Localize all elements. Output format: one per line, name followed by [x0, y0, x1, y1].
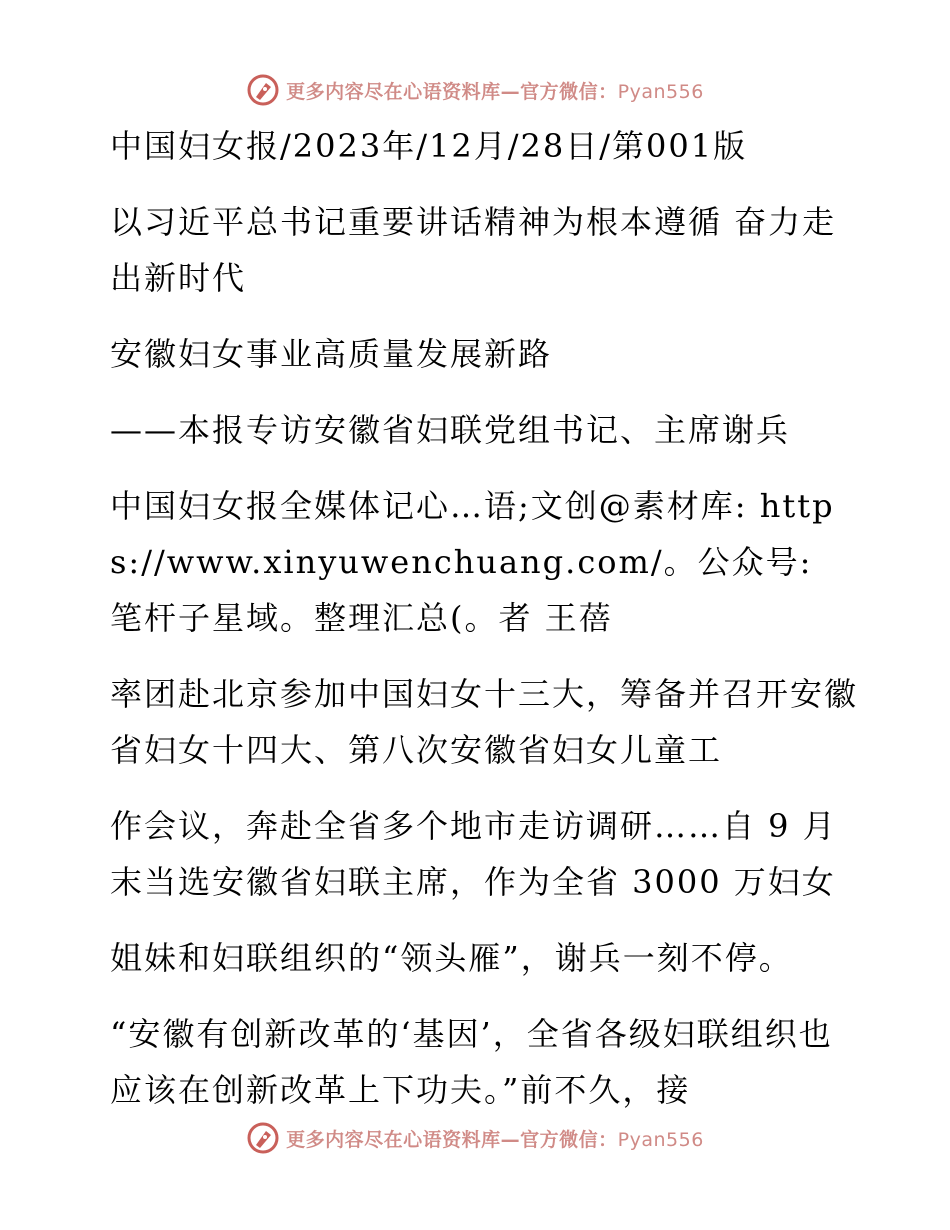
article-body — [98, 118, 858, 1138]
body-paragraph: 姐妹和妇联组织的“领头雁”，谢兵一刻不停。 — [110, 939, 793, 977]
headline-main: 以习近平总书记重要讲话精神为根本遵循 奋力走出新时代 — [110, 203, 837, 297]
watermark-text: 更多内容尽在心语资料库—官方微信：Pyan556 — [286, 80, 704, 103]
header-watermark — [0, 70, 950, 110]
watermark-text: 更多内容尽在心语资料库—官方微信：Pyan556 — [286, 1128, 704, 1151]
footer-watermark — [0, 1118, 950, 1158]
byline-paragraph: 中国妇女报全媒体记心…语;文创@素材库: https://www.xinyuwenchuang.com/。公众号: 笔杆子星域。整理汇总(。者 王蓓 — [110, 487, 835, 637]
body-paragraph: 率团赴北京参加中国妇女十三大，筹备并召开安徽省妇女十四大、第八次安徽省妇女儿童工 — [110, 675, 859, 769]
body-paragraph: “安徽有创新改革的‘基因’，全省各级妇联组织也应该在创新改革上下功夫。”前不久，接 — [110, 1015, 833, 1109]
body-paragraph: 作会议，奔赴全省多个地市走访调研……自 9 月末当选安徽省妇联主席，作为全省 3000 万妇女 — [110, 807, 837, 901]
subheadline: ——本报专访安徽省妇联党组书记、主席谢兵 — [110, 411, 791, 449]
pen-nib-logo-icon — [246, 1121, 280, 1155]
headline-continued: 安徽妇女事业高质量发展新路 — [110, 335, 553, 373]
publication-line: 中国妇女报/2023年/12月/28日/第001版 — [110, 127, 748, 165]
pen-nib-logo-icon — [246, 73, 280, 107]
